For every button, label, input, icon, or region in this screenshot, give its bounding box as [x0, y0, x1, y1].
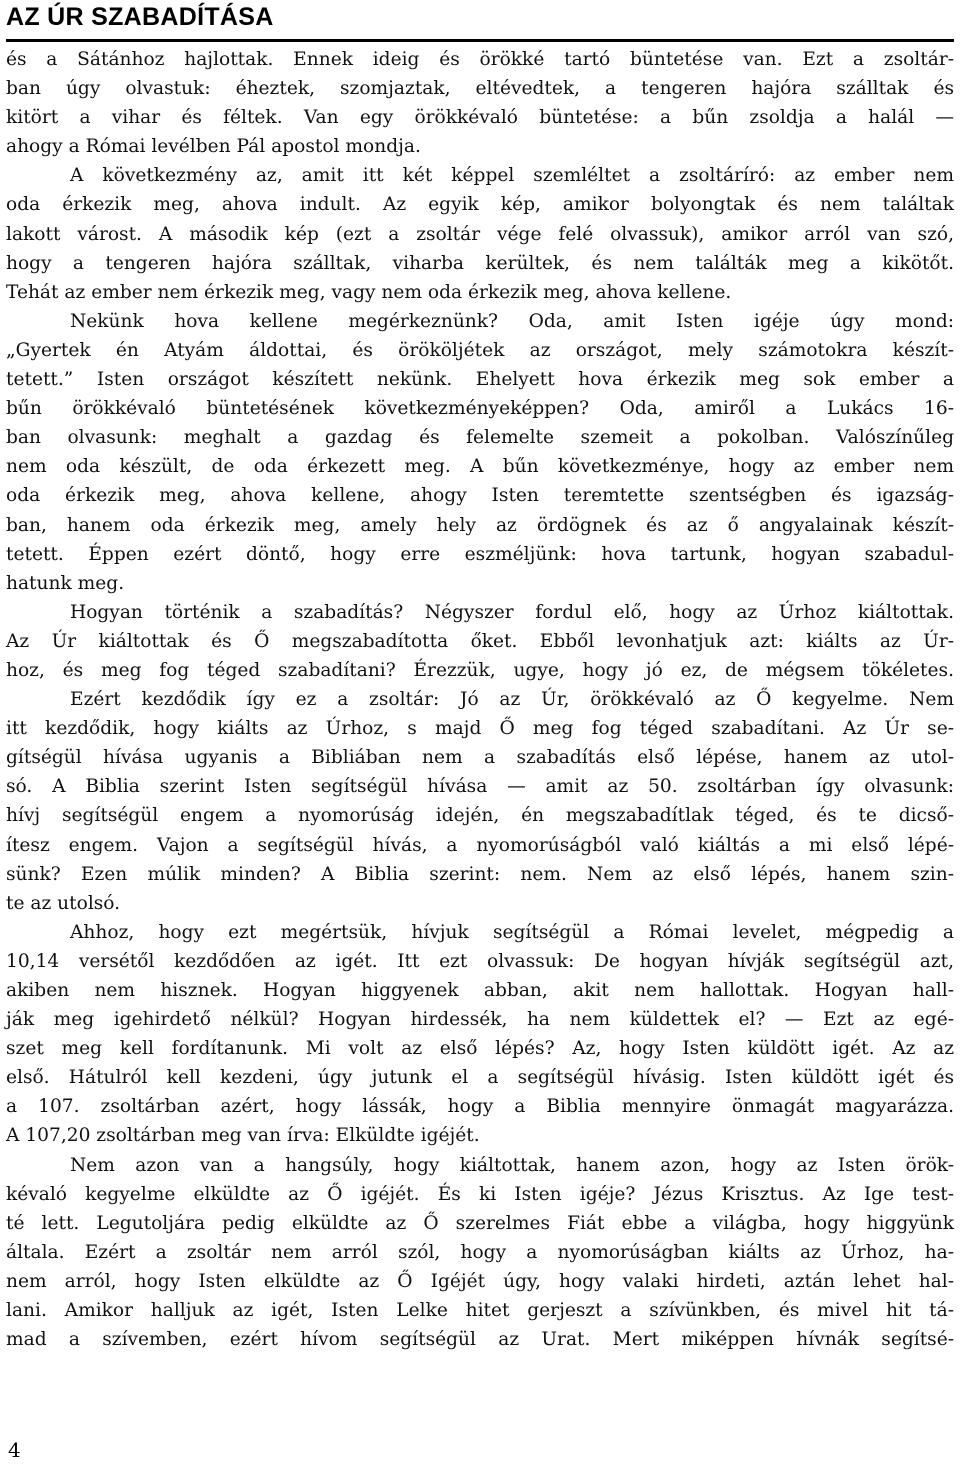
text-line: hogy a tengeren hajóra szálltak, viharba kerültek, és nem találták meg a kikötőt.: [6, 252, 954, 274]
text-line: itt kezdődik, hogy kiálts az Úrhoz, s majd Ő meg fog téged szabadítani. Az Úr se-: [6, 718, 954, 740]
text-line: kitört a vihar és féltek. Van egy örökkévaló büntetése: a bűn zsoldja a halál —: [6, 107, 954, 129]
text-line: kévaló kegyelme elküldte az Ő igéjét. És ki Isten igéje? Jézus Krisztus. Az Ige test-: [6, 1183, 954, 1205]
text-line: nem oda készült, de oda érkezett meg. A bűn következménye, hogy az ember nem: [6, 456, 954, 478]
text-line: és a Sátánhoz hajlottak. Ennek ideig és örökké tartó büntetése van. Ezt a zsoltár-: [6, 49, 954, 70]
text-line: A következmény az, amit itt két képpel szemléltet a zsoltáríró: az ember nem: [70, 165, 954, 187]
text-line: A 107,20 zsoltárban meg van írva: Elküldte igéjét.: [6, 1125, 480, 1147]
text-line: Nekünk hova kellene megérkeznünk? Oda, amit Isten igéje úgy mond:: [70, 310, 954, 332]
text-line: „Gyertek én Atyám áldottai, és örököljétek az országot, mely számotokra készít-: [6, 339, 954, 361]
text-line: ítesz engem. Vajon a segítségül hívás, a nyomorúságból való kiáltás a mi első lépé-: [6, 834, 954, 856]
text-line: ban, hanem oda érkezik meg, amely hely az ördögnek és az ő angyalainak készít-: [6, 514, 954, 536]
text-line: Ahhoz, hogy ezt megértsük, hívjuk segítségül a Római levelet, mégpedig a: [70, 921, 954, 943]
text-line: oda érkezik meg, ahova kellene, ahogy Isten teremtette szentségben és igazság-: [6, 485, 954, 507]
text-line: általa. Ezért a zsoltár nem arról szól, hogy a nyomorúságban kiálts az Úrhoz, ha-: [6, 1241, 954, 1263]
page-title: AZ ÚR SZABADÍTÁSA: [6, 3, 274, 31]
text-line: ban úgy olvastuk: éheztek, szomjaztak, eltévedtek, a tengeren hajóra szálltak és: [6, 78, 954, 100]
text-line: szet meg kell fordítanunk. Mi volt az első lépés? Az, hogy Isten küldött igét. Az az: [6, 1038, 954, 1060]
text-line: első. Hátulról kell kezdeni, úgy jutunk el a segítségül hívásig. Isten küldött igét és: [6, 1067, 954, 1089]
text-line: ban olvasunk: meghalt a gazdag és felemelte szemeit a pokolban. Valószínűleg: [6, 427, 954, 449]
running-header: [6, 0, 954, 42]
text-line: gítségül hívása ugyanis a Bibliában nem a szabadítás első lépése, hanem az utol-: [6, 747, 954, 769]
page-number: 4: [8, 1438, 21, 1462]
text-line: sünk? Ezen múlik minden? A Biblia szerint: nem. Nem az első lépés, hanem szin-: [6, 863, 954, 885]
text-line: tetett.” Isten országot készített nekünk. Ehelyett hova érkezik meg sok ember a: [6, 369, 954, 391]
text-line: Nem azon van a hangsúly, hogy kiáltottak, hanem azon, hogy az Isten örök-: [70, 1154, 954, 1176]
text-line: akiben nem hisznek. Hogyan higgyenek abban, akit nem hallottak. Hogyan hall-: [6, 980, 954, 1001]
text-line: Ezért kezdődik így ez a zsoltár: Jó az Úr, örökkévaló az Ő kegyelme. Nem: [70, 689, 954, 711]
text-line: só. A Biblia szerint Isten segítségül hívása — amit az 50. zsoltárban így olvasunk:: [6, 776, 954, 798]
text-line: te az utolsó.: [6, 892, 121, 914]
text-line: ják meg igehirdető nélkül? Hogyan hirdessék, ha nem küldettek el? — Ezt az egé-: [6, 1009, 954, 1031]
text-line: oda érkezik meg, ahova indult. Az egyik kép, amikor bolyongtak és nem találtak: [6, 194, 954, 216]
text-line: lani. Amikor halljuk az igét, Isten Lelke hitet gerjeszt a szívünkben, és mivel hit tá-: [6, 1300, 954, 1322]
text-line: ahogy a Római levélben Pál apostol mondja.: [6, 136, 421, 158]
text-line: bűn örökkévaló büntetésének következményeképpen? Oda, amiről a Lukács 16-: [6, 398, 954, 420]
text-line: hoz, és meg fog téged szabadítani? Érezzük, ugye, hogy jó ez, de mégsem tökéletes.: [6, 659, 954, 681]
text-line: tetett. Éppen ezért döntő, hogy erre eszméljünk: hova tartunk, hogyan szabadul-: [6, 543, 954, 565]
text-line: a 107. zsoltárban azért, hogy lássák, hogy a Biblia mennyire önmagát magyarázza.: [6, 1096, 954, 1118]
body-text: [6, 45, 954, 1354]
text-line: Tehát az ember nem érkezik meg, vagy nem oda érkezik meg, ahova kellene.: [6, 281, 732, 303]
text-line: mad a szívemben, ezért hívom segítségül az Urat. Mert miképpen hívnák segítsé-: [6, 1329, 954, 1351]
text-line: lakott várost. A második kép (ezt a zsoltár vége felé olvassuk), amikor arról van szó,: [6, 223, 954, 245]
text-line: Hogyan történik a szabadítás? Négyszer fordul elő, hogy az Úrhoz kiáltottak.: [70, 601, 954, 623]
text-line: nem arról, hogy Isten elküldte az Ő Igéjét úgy, hogy valaki hirdeti, aztán lehet hal-: [6, 1270, 954, 1292]
text-line: Az Úr kiáltottak és Ő megszabadította őket. Ebből levonhatjuk azt: kiálts az Úr-: [6, 630, 954, 652]
text-line: hatunk meg.: [6, 572, 125, 594]
text-line: té lett. Legutoljára pedig elküldte az Ő szerelmes Fiát ebbe a világba, hogy higgyünk: [6, 1212, 954, 1234]
text-line: 10,14 versétől kezdődően az igét. Itt ezt olvassuk: De hogyan hívják segítségül azt,: [6, 950, 954, 972]
text-line: hívj segítségül engem a nyomorúság idején, én megszabadítlak téged, és te dicső-: [6, 805, 954, 827]
